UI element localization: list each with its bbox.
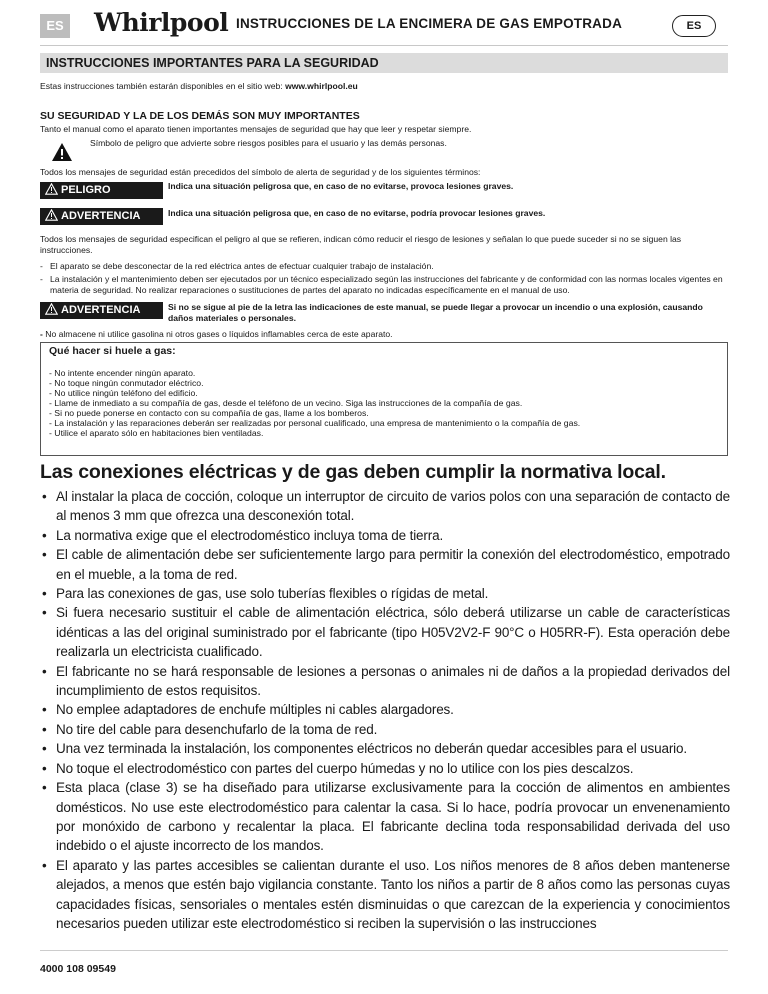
no-gasoline-note: - No almacene ni utilice gasolina ni otros gases o líquidos inflamables cerca de este aparato. [40,329,393,339]
peligro-text: Indica una situación peligrosa que, en caso de no evitarse, provoca lesiones graves. [168,181,514,191]
list-item: • No toque el electrodoméstico con partes del cuerpo húmedas y no lo utilice con los pies descalzos. [42,760,634,776]
list-item: • Esta placa (clase 3) se ha diseñado para utilizarse exclusivamente para la cocción de alimentos en ambientes domésticos. No use este electrodoméstico para calentar la casa. Si lo hace, podría provocar un envenenamiento por monóxido de carbono y recalentar la placa. El fabricante declina toda responsabilidad derivada del uso indebido o el ajuste incorrecto de los mandos. [42,780,730,854]
peligro-label: PELIGRO [61,184,111,196]
list-item-text: No tire del cable para desenchufarlo de la toma de red. [56,721,378,737]
list-item: - Utilice el aparato sólo en habitaciones bien ventiladas. [49,428,264,438]
list-item: - No utilice ningún teléfono del edificio. [49,388,198,398]
peligro-badge [40,182,163,199]
dash-item-2-text: La instalación y el mantenimiento deben ser ejecutados por un técnico especializado según las instrucciones del fabricante y de conformidad con las normas locales vigentes en materia de seguridad. No realizar reparaciones o sustituciones de partes del aparato no indicadas específicamente en el manual de uso. [50,274,723,295]
list-item-text: El fabricante no se hará responsable de lesiones a personas o animales ni de daños a la propiedad derivados del incumplimiento de estos requisitos. [56,663,730,699]
list-item: • Una vez terminada la instalación, los componentes eléctricos no deberán quedar accesibles para el usuario. [42,741,687,757]
header-divider [40,45,728,46]
list-item: • El aparato y las partes accesibles se calientan durante el uso. Los niños menores de 8 años deben mantenerse alejados, a menos que estén bajo vigilancia constante. Tanto los niños a partir de 8 años como las personas cuyas capacidades físicas, sensoriales o mentales estén disminuidas o que carezcan de la experiencia y conocimientos necesarios pueden utilizar este electrodoméstico si reciben la supervisión o las instrucciones [42,857,730,931]
warning-triangle-icon [45,303,58,315]
dash-item-1-text: El aparato se debe desconectar de la red eléctrica antes de efectuar cualquier trabajo de instalación. [50,261,434,271]
gas-box-list [49,368,721,438]
list-item: - No intente encender ningún aparato. [49,368,196,378]
preceded-text: Todos los mensajes de seguridad están precedidos del símbolo de alerta de seguridad y de los siguientes términos: [40,167,481,177]
list-item: • No emplee adaptadores de enchufe múltiples ni cables alargadores. [42,702,454,718]
advertencia-2-text: Si no se sigue al pie de la letra las indicaciones de este manual, se puede llegar a provocar un incendio o una explosión, causando daños materiales o personales. [168,302,703,323]
connections-list [40,487,730,933]
list-item-text: El aparato y las partes accesibles se calientan durante el uso. Los niños menores de 8 años deben mantenerse alejados, a menos que estén bajo vigilancia constante. Tanto los niños a partir de 8 años como las personas cuyas capacidades físicas, sensoriales o mentales estén disminuidas o que carezcan de la experiencia y conocimientos necesarios pueden utilizar este electrodoméstico si reciben la supervisión o las instrucciones [56,857,730,931]
all-messages-text: Todos los mensajes de seguridad especifican el peligro al que se refieren, indican cómo reducir el riesgo de lesiones y señalan lo que puede suceder si no se siguen las instrucciones. [40,234,682,255]
language-badge: ES [672,15,716,37]
section-band [40,53,728,73]
warning-triangle-icon [45,209,58,221]
safety-intro: Tanto el manual como el aparato tienen importantes mensajes de seguridad que hay que leer y respetar siempre. [40,124,472,134]
symbol-text: Símbolo de peligro que advierte sobre riesgos posibles para el usuario y las demás personas. [90,138,447,148]
web-url: www.whirlpool.eu [285,81,358,91]
dash-item-2: - La instalación y el mantenimiento deben ser ejecutados por un técnico especializado según las instrucciones del fabricante y de conformidad con las normas locales vigentes en materia de seguridad. No realizar reparaciones o sustituciones de partes del aparato no indicadas específicamente en el manual de uso. [40,274,728,296]
list-item: - Llame de inmediato a su compañía de gas, desde el teléfono de un vecino. Siga las instrucciones de la compañía de gas. [49,398,523,408]
list-item: - La instalación y las reparaciones deberán ser realizadas por personal cualificado, una empresa de mantenimiento o la compañía de gas. [49,418,581,428]
list-item: • No tire del cable para desenchufarlo de la toma de red. [42,721,378,737]
warning-triangle-icon [51,142,73,162]
list-item: • El cable de alimentación debe ser suficientemente largo para permitir la conexión del electrodoméstico, empotrado en el mueble, a la toma de red. [42,547,730,582]
brand-logo: Whirlpool [94,8,229,37]
list-item-text: Esta placa (clase 3) se ha diseñado para utilizarse exclusivamente para la cocción de alimentos en ambientes domésticos. No use este electrodoméstico para calentar la casa. Si lo hace, podría provocar un envenenamiento por monóxido de carbono y recalentar la placa. El fabricante declina toda responsabilidad derivada del uso indebido o el ajuste incorrecto de los mandos. [56,780,730,854]
advertencia-2-label: ADVERTENCIA [61,304,141,316]
footer-divider [40,950,728,951]
advertencia-text: Indica una situación peligrosa que, en caso de no evitarse, podría provocar lesiones graves. [168,208,546,218]
gas-box-title: Qué hacer si huele a gas: [49,345,176,357]
list-item-text: Al instalar la placa de cocción, coloque un interruptor de circuito de varios polos con una separación de contacto de al menos 3 mm que ofrezca una desconexión total. [56,489,730,524]
list-item-text: No emplee adaptadores de enchufe múltiples ni cables alargadores. [56,702,454,718]
list-item: • El fabricante no se hará responsable de lesiones a personas o animales ni de daños a la propiedad derivados del incumplimiento de estos requisitos. [42,663,730,699]
no-gasoline-text: No almacene ni utilice gasolina ni otros gases o líquidos inflamables cerca de este aparato. [45,329,393,339]
language-tag: ES [40,14,70,38]
web-prefix: Estas instrucciones también estarán disponibles en el sitio web: [40,81,286,91]
document-code: 4000 108 09549 [40,963,116,975]
list-item: - Si no puede ponerse en contacto con su compañía de gas, llame a los bomberos. [49,408,369,418]
connections-heading: Las conexiones eléctricas y de gas deben cumplir la normativa local. [40,461,666,483]
list-item-text: Una vez terminada la instalación, los componentes eléctricos no deberán quedar accesibles para el usuario. [56,741,687,757]
dash-item-1: - El aparato se debe desconectar de la red eléctrica antes de efectuar cualquier trabajo de instalación. [40,261,728,272]
list-item-text: La normativa exige que el electrodoméstico incluya toma de tierra. [56,527,444,543]
advertencia-badge-2 [40,302,163,319]
advertencia-label: ADVERTENCIA [61,210,141,222]
list-item-text: El cable de alimentación debe ser suficientemente largo para permitir la conexión del electrodoméstico, empotrado en el mueble, a la toma de red. [56,547,730,582]
gas-smell-box [40,342,728,456]
list-item: • La normativa exige que el electrodoméstico incluya toma de tierra. [42,527,444,543]
web-note [40,81,358,92]
list-item-text: No toque el electrodoméstico con partes del cuerpo húmedas y no lo utilice con los pies descalzos. [56,760,634,776]
list-item: • Si fuera necesario sustituir el cable de alimentación eléctrica, sólo deberá utilizarse un cable de características idénticas a las del original suministrado por el fabricante (tipo H05V2V2-F 90°C o H05RR-F). Esta operación debe realizarla un electricista cualificado. [42,605,730,660]
advertencia-badge [40,208,163,225]
list-item: • Al instalar la placa de cocción, coloque un interruptor de circuito de varios polos con una separación de contacto de al menos 3 mm que ofrezca una desconexión total. [42,489,730,524]
list-item-text: Si fuera necesario sustituir el cable de alimentación eléctrica, sólo deberá utilizarse un cable de características idénticas a las del original suministrado por el fabricante (tipo H05V2V2-F 90°C o H05RR-F). Esta operación debe realizarla un electricista cualificado. [56,605,730,660]
list-item-text: Para las conexiones de gas, use solo tuberías flexibles o rígidas de metal. [56,586,489,602]
list-item: - No toque ningún conmutador eléctrico. [49,378,204,388]
list-item: • Para las conexiones de gas, use solo tuberías flexibles o rígidas de metal. [42,586,489,602]
section-title: INSTRUCCIONES IMPORTANTES PARA LA SEGURIDAD [46,56,379,70]
warning-triangle-icon [45,183,58,195]
safety-heading: SU SEGURIDAD Y LA DE LOS DEMÁS SON MUY IMPORTANTES [40,110,360,122]
document-title: INSTRUCCIONES DE LA ENCIMERA DE GAS EMPOTRADA [236,16,623,31]
